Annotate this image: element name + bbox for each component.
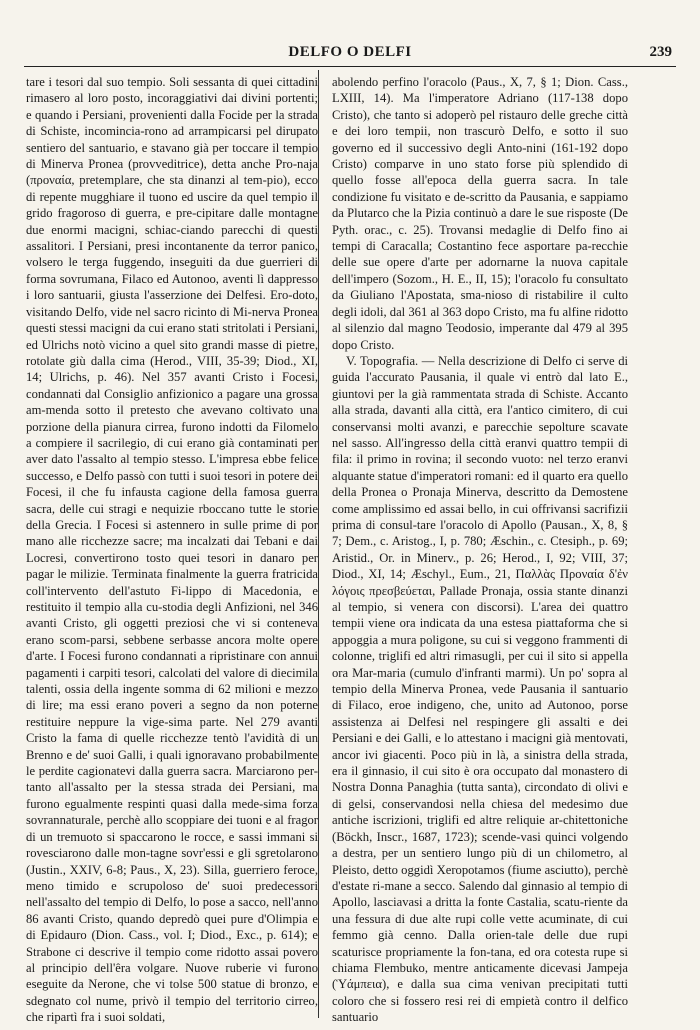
column-divider: [318, 70, 319, 1018]
left-column: [26, 74, 318, 1025]
right-column: [332, 74, 628, 1025]
section-topografia: V. Topografia. — Nella descrizione di Delfo ci serve di guida l'accurato Pausania, il quale vi entrò dal lato E., giuntovi per la già rammentata strada di Schiste. Accanto alla strada, davanti alla città, era l'antico cimitero, di cui conservansi molti avanzi, e parecchie sepolture scavate nel sasso. All'ingresso della città eranvi quattro tempii di fila: il primo in rovina; il secondo vuoto: nel terzo eranvi alquante statue d'imperatori romani: ed il quarto era quello della Pronea o Pronaja Minerva, descritto da Demostene come amplissimo ed assai bello, in cui offrivansi sacrifizii prima di consul-tare l'oracolo di Apollo (Pausan., X, 8, § 7; Dem., c. Aristog., I, p. 780; Æschin., c. Ctesiph., p. 69; Aristid., Or. in Minerv., p. 26; Herod., I, 92; VIII, 37; Diod., XI, 14; Æschyl., Eum., 21, Παλλὰς Προναία δ'ἐν λόγοις πρεσβεύεται, Pallade Pronaja, ossia stante dinanzi al tempio, si venera con discorsi). L'area dei quattro tempii viene ora indicata da una estesa piattaforma che si appoggia a mura poligone, su cui si veggono frammenti di colonne, triglifi ed altri rimasugli, per cui il sito si appella ora Mar-maria (cumulo d'infranti marmi). Un po' sopra al tempio della Minerva Pronea, vede Pausania il santuario di Filaco, eroe indigeno, che, unito ad Autonoo, porse assistenza ai Delfesi nel respingere gli assalti e dei Persiani e dei Galli, e lo attestano i macigni già mentovati, ancor ivi giacenti. Poco più in là, a sinistra della strada, era il ginnasio, il cui sito è ora occupato dal monastero di Nostra Donna Panaghia (tutta santa), circondato di olivi e di gelsi, conservandosi nella chiesa del medesimo due antiche iscrizioni, triglifi ed altre reliquie ar-chitettoniche (Böckh, Inscr., 1687, 1723); scende-vasi quinci volgendo a destra, per un sentiero lungo più di un chilometro, al Pleisto, detto oggidì Xeropotamos (fiume asciutto), perchè d'estate ri-mane a secco. Salendo dal ginnasio al tempio di Apollo, lasciavasi a dritta la fonte Castalia, scatu-riente da una fessura di due alte rupi colle vette acuminate, di cui femmo già cenno. Dalla orien-tale delle due rupi scaturisce propriamente la fon-tana, ed ora cotesta rupe si chiama Flembuko, mentre anticamente dicevasi Jampeja (Ὑάμπεια), e dalla sua cima venivan precipitati tutti coloro che si fossero resi rei di empietà contro il delfico santuario: [332, 353, 628, 1025]
page-number: 239: [649, 44, 672, 60]
running-header: [24, 44, 676, 67]
header-title: DELFO O DELFI: [288, 44, 412, 60]
right-column-text: abolendo perfino l'oracolo (Paus., X, 7, § 1; Dion. Cass., LXIII, 14). Ma l'imperatore Adriano (117-138 dopo Cristo), che tanto si adoperò pel ristauro delle greche città e dei loro tempii, non trascurò Delfo, e sotto il suo governo ed il successivo degli Anto-nini (161-192 dopo Cristo) comparve in uno stato forse più splendido di quello fosse all'epoca della guerra sacra. In tale condizione fu visitato e de-scritto da Pausania, e sappiamo da Plutarco che la Pizia continuò a dare le sue risposte (De Pyth. orac., c. 25). Trovansi medaglie di Delfo fino ai tempi di Caracalla; Costantino fece asportare pa-recchie delle sue opere d'arte per adornarne la nuova capitale dell'impero (Sozom., H. E., II, 15); l'oracolo fu consultato da Giuliano l'Apostata, sma-nioso di ristabilire il culto degli idoli, dal 361 al 363 dopo Cristo, ma fu alfine ridotto al silenzio dal magno Teodosio, imperante dal 479 al 395 dopo Cristo.: [332, 75, 628, 352]
left-column-text: tare i tesori dal suo tempio. Soli sessanta di quei cittadini rimasero al loro posto, incoraggiativi dai divini portenti; e quando i Persiani, provenienti dalla Focide per la strada di Schiste, incomincia-rono ad arrampicarsi pel dirupato sentiero del santuario, e stavano già per toccare il tempio di Minerva Pronea (provveditrice), detta anche Pro-naja (προναία, pretemplare, che sta dinanzi al tem-pio), ecco di repente mugghiare il tuono ed uscire da quel tempio il grido fragoroso di guerra, e pre-cipitare dalle montagne due enormi macigni, schiac-ciando parecchi di questi assalitori. I Persiani, presi incontanente da terror panico, volsero le terga fuggendo, inseguiti da due guerrieri di forma sovrumana, Filaco ed Autonoo, aventi lì dappresso i loro santuarii, giusta l'asserzione dei Delfesi. Ero-doto, visitando Delfo, vide nel sacro ricinto di Mi-nerva Pronea questi stessi macigni da cui erano stati stritolati i Persiani, ed Ulrichs notò vicino a quel sito grandi masse di pietre, rotolate giù dalla cima (Herod., VIII, 35-39; Diod., XI, 14; Ulrichs, p. 46). Nel 357 avanti Cristo i Focesi, condannati dal Consiglio anfizionico a pagare una grossa am-menda sotto il pretesto che avevano coltivato una porzione della pianura cirrea, furono indotti da Filomelo a compiere il sacrilegio, di cui erano già contaminati per aver dato l'assalto al tempio stesso. L'impresa ebbe felice successo, e Delfo passò con tutti i suoi tesori in potere dei Focesi, il che fu infausta cagione della famosa guerra sacra, delle cui stragi e nequizie rboccano tutte le storie della Grecia. I Focesi si astennero in sulle prime di por mano alle ricchezze sacre; ma incalzati dai Tebani e dai Locresi, convertirono tosto quei tesori in danaro per pagar le milizie. Terminata finalmente la guerra fratricida coll'intervento dell'astuto Fi-lippo di Macedonia, e restituito il tempio alla cu-stodia degli Anfizioni, nel 346 avanti Cristo, gli oggetti preziosi che vi si conteneva erano scom-parsi, sebbene serbasse ancora molte opere d'arte. I Focesi furono condannati a ripristinare con annui pagamenti i carpiti tesori, calcolati del valore di diecimila talenti, ossia della ingente somma di 62 milioni e mezzo di lire; ma essi erano poveri a segno da non poterne restituire neppure la vige-sima parte. Nel 279 avanti Cristo la fama di quelle ricchezze tentò l'avidità di un Brenno e de' suoi Galli, i quali ignoravano probabilmente le perdite cagionatevi dalla guerra sacra. Marciarono per-tanto all'assalto per la stessa strada dei Persiani, ma furono egualmente respinti quasi dalla mede-sima forza sovrannaturale, perchè allo scoppiare dei tuoni e al fragor di un tremuoto si spaccarono le rocce, e sassi immani si rovesciarono dalle mon-tagne sovr'essi e gli sgretolarono (Justin., XXIV, 6-8; Paus., X, 23). Silla, guerriero feroce, meno timido e scrupoloso de' suoi predecessori nell'assalto del tempio di Delfo, lo pose a sacco, nell'anno 86 avanti Cristo, quando depredò quei pure d'Olimpia e di Epidauro (Dion. Cass., vol. I; Diod., Exc., p. 614); e Strabone ci descrive il tempio come ridotto assai povero al principio dell'êra volgare. Nuove ruberie vi furono eseguite da Nerone, che vi tolse 500 statue di bronzo, e sdegnato col nume, privò il tempio del territorio cirreo, che ripartì fra i suoi soldati,: [26, 75, 318, 1025]
